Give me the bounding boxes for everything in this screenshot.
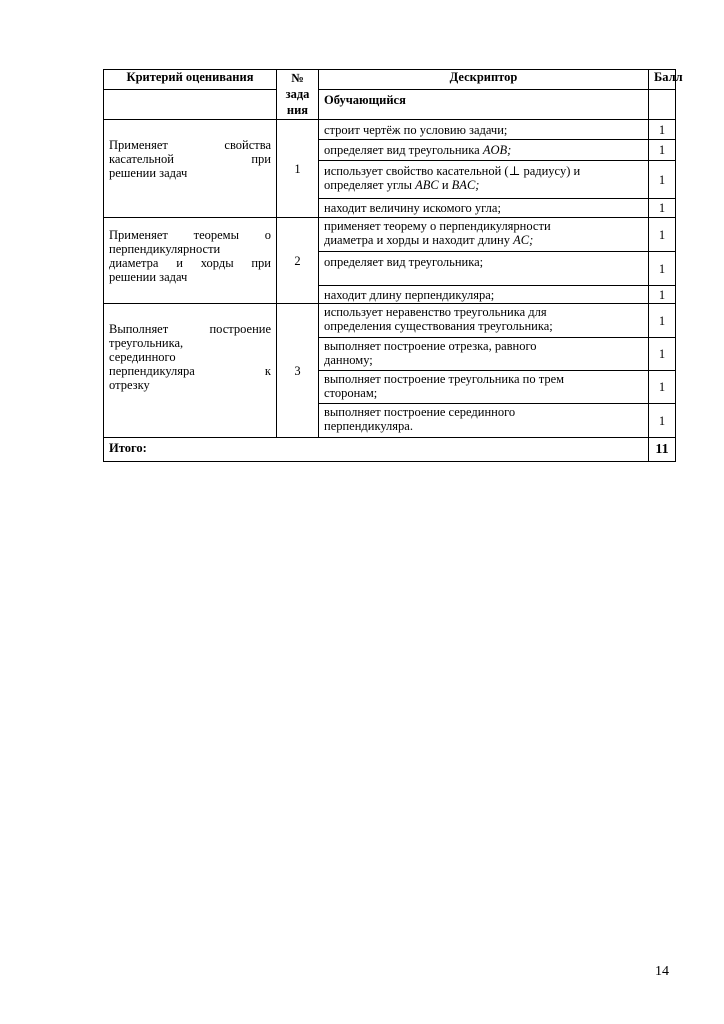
- header-criterion-cont: [104, 90, 277, 120]
- descriptor-3-4: выполняет построение серединного перпендикуляра.: [319, 404, 649, 438]
- header-score: Балл: [649, 70, 676, 90]
- criterion-3: Выполняет построение треугольника, серединного перпендикуляра к отрезку: [104, 304, 277, 438]
- score-2-2: 1: [649, 252, 676, 286]
- task-number-2: 2: [277, 218, 319, 304]
- header-student: Обучающийся: [319, 90, 649, 120]
- score-3-3: 1: [649, 371, 676, 404]
- descriptor-3-2: выполняет построение отрезка, равного данному;: [319, 338, 649, 371]
- score-3-2: 1: [649, 338, 676, 371]
- descriptor-3-1: использует неравенство треугольника для определения существования треугольника;: [319, 304, 649, 338]
- descriptor-2-2: определяет вид треугольника;: [319, 252, 649, 286]
- header-descriptor: Дескриптор: [319, 70, 649, 90]
- descriptor-3-3: выполняет построение треугольника по трем сторонам;: [319, 371, 649, 404]
- criterion-1: Применяет свойства касательной при решении задач: [104, 120, 277, 218]
- header-task-number: № зада ния: [277, 70, 319, 120]
- score-1-1: 1: [649, 120, 676, 140]
- score-2-1: 1: [649, 218, 676, 252]
- descriptor-1-1: строит чертёж по условию задачи;: [319, 120, 649, 140]
- page-number: 14: [655, 964, 669, 979]
- rubric-table: [103, 69, 683, 462]
- header-score-cont: [649, 90, 676, 120]
- task-number-1: 1: [277, 120, 319, 218]
- score-1-4: 1: [649, 199, 676, 218]
- descriptor-1-2: определяет вид треугольника AOB;: [319, 140, 649, 161]
- total-score: 11: [649, 438, 676, 462]
- score-2-3: 1: [649, 286, 676, 304]
- score-1-2: 1: [649, 140, 676, 161]
- descriptor-1-3: использует свойство касательной (⊥ радиусу) и определяет углы ABC и BAC;: [319, 161, 649, 199]
- descriptor-2-1: применяет теорему о перпендикулярности диаметра и хорды и находит длину AC;: [319, 218, 649, 252]
- header-criterion: Критерий оценивания: [104, 70, 277, 90]
- task-number-3: 3: [277, 304, 319, 438]
- descriptor-2-3: находит длину перпендикуляра;: [319, 286, 649, 304]
- criterion-2: Применяет теоремы о перпендикулярности диаметра и хорды при решении задач: [104, 218, 277, 304]
- score-1-3: 1: [649, 161, 676, 199]
- score-3-4: 1: [649, 404, 676, 438]
- total-label: Итого:: [104, 438, 649, 462]
- descriptor-1-4: находит величину искомого угла;: [319, 199, 649, 218]
- score-3-1: 1: [649, 304, 676, 338]
